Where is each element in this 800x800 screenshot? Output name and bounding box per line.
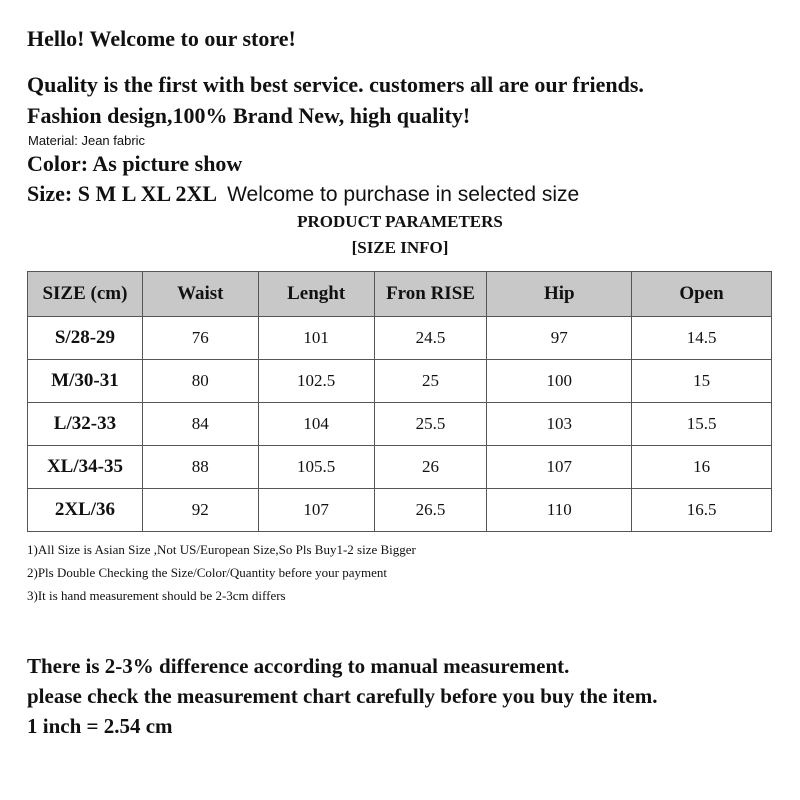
quality-text: Quality is the first with best service. customers all are our friends.: [27, 72, 644, 97]
note-asian-size: 1)All Size is Asian Size ,Not US/European Size,So Pls Buy1-2 size Bigger: [27, 542, 416, 557]
table-cell: 14.5: [632, 317, 772, 360]
table-cell: 103: [487, 403, 632, 446]
table-row: [28, 403, 772, 446]
column-header-open: Open: [632, 272, 772, 317]
table-cell: 84: [142, 403, 258, 446]
table-cell: 2XL/36: [28, 489, 143, 532]
table-cell: 26.5: [374, 489, 487, 532]
table-cell: XL/34-35: [28, 446, 143, 489]
table-cell: 92: [142, 489, 258, 532]
table-cell: 25.5: [374, 403, 487, 446]
table-cell: 107: [258, 489, 374, 532]
table-row: [28, 317, 772, 360]
size-info-subtitle: [SIZE INFO]: [351, 238, 449, 257]
column-header-hip: Hip: [487, 272, 632, 317]
table-cell: 80: [142, 360, 258, 403]
column-header-waist: Waist: [142, 272, 258, 317]
table-cell: 26: [374, 446, 487, 489]
note-double-check: 2)Pls Double Checking the Size/Color/Quantity before your payment: [27, 565, 387, 580]
check-chart-text: please check the measurement chart carefully before you buy the item.: [27, 684, 658, 708]
table-cell: M/30-31: [28, 360, 143, 403]
table-cell: 107: [487, 446, 632, 489]
column-header-front-rise: Fron RISE: [374, 272, 487, 317]
table-cell: 102.5: [258, 360, 374, 403]
table-cell: 16: [632, 446, 772, 489]
size-options-text: Size: S M L XL 2XL: [27, 181, 218, 206]
column-header-size: SIZE (cm): [28, 272, 143, 317]
fashion-text: Fashion design,100% Brand New, high quality!: [27, 103, 471, 128]
table-cell: L/32-33: [28, 403, 143, 446]
difference-text: There is 2-3% difference according to manual measurement.: [27, 654, 570, 678]
table-row: [28, 360, 772, 403]
table-cell: 16.5: [632, 489, 772, 532]
note-hand-measurement: 3)It is hand measurement should be 2-3cm differs: [27, 588, 286, 603]
table-cell: 104: [258, 403, 374, 446]
column-header-length: Lenght: [258, 272, 374, 317]
table-cell: 24.5: [374, 317, 487, 360]
table-cell: 100: [487, 360, 632, 403]
table-cell: 25: [374, 360, 487, 403]
product-parameters-title: PRODUCT PARAMETERS: [297, 212, 503, 231]
material-text: Material: Jean fabric: [28, 133, 146, 148]
purchase-note-text: Welcome to purchase in selected size: [227, 183, 580, 206]
table-header-row: [28, 272, 772, 317]
color-text: Color: As picture show: [27, 151, 243, 176]
table-cell: 110: [487, 489, 632, 532]
table-row: [28, 446, 772, 489]
greeting-text: Hello! Welcome to our store!: [27, 26, 296, 51]
size-row: [27, 181, 579, 207]
table-cell: 105.5: [258, 446, 374, 489]
table-cell: 76: [142, 317, 258, 360]
table-row: [28, 489, 772, 532]
table-cell: 15: [632, 360, 772, 403]
table-cell: 15.5: [632, 403, 772, 446]
table-cell: 88: [142, 446, 258, 489]
size-table: [27, 271, 772, 532]
table-cell: 97: [487, 317, 632, 360]
inch-conversion-text: 1 inch = 2.54 cm: [27, 714, 173, 738]
table-cell: 101: [258, 317, 374, 360]
table-cell: S/28-29: [28, 317, 143, 360]
